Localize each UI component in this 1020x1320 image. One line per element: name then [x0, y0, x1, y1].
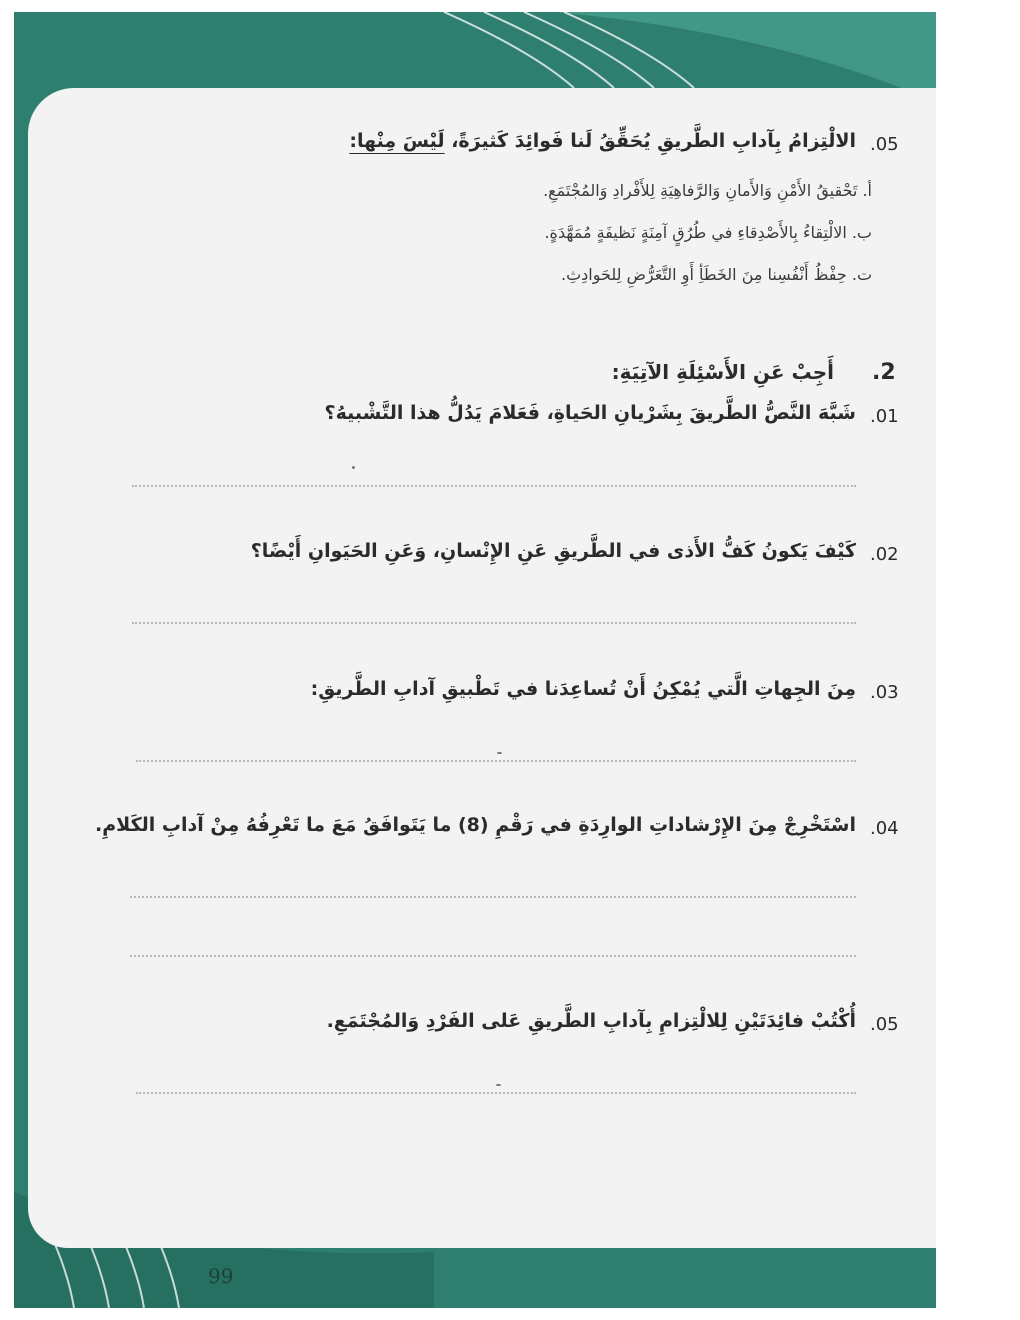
question-4-text: اسْتَخْرِجْ مِنَ الإِرْشاداتِ الوارِدَةِ في رَقْمِ (8) ما يَتَوافَقُ مَعَ ما تَعْرِفُهُ مِنْ آدابِ الكَلامِ.: [95, 814, 856, 836]
mcq-question-main: الالْتِزامُ بِآدابِ الطَّريقِ يُحَقِّقُ لَنا فَوائِدَ كَثيرَةً،: [451, 130, 856, 152]
mcq-question: [349, 130, 856, 152]
answer-line-1[interactable]: [132, 485, 856, 487]
answer-line-2[interactable]: [132, 622, 856, 624]
mcq-number: .05: [870, 134, 899, 155]
content-sheet: [28, 88, 936, 1248]
mcq-option-b[interactable]: ب. الالْتِقاءُ بِالأَصْدِقاءِ في طُرُقٍ آمِنَةٍ نَظيفَةٍ مُمَهَّدَةٍ.: [544, 223, 872, 242]
answer-line-4a[interactable]: [130, 896, 856, 898]
answer-line-3[interactable]: [136, 760, 856, 762]
question-2-number: .02: [870, 544, 899, 565]
question-5-text: أُكْتُبْ فائِدَتَيْنِ لِلالْتِزامِ بِآدابِ الطَّريقِ عَلى الفَرْدِ وَالمُجْتَمَعِ.: [326, 1010, 856, 1032]
question-2-text: كَيْفَ يَكونُ كَفُّ الأَذى في الطَّريقِ عَنِ الإِنْسانِ، وَعَنِ الحَيَوانِ أَيْضًا؟: [250, 540, 856, 562]
section-number: .2: [872, 360, 896, 385]
page-number: 99: [208, 1264, 234, 1288]
question-3-number: .03: [870, 682, 899, 703]
stray-mark: [352, 466, 355, 469]
stray-mark: [497, 752, 502, 754]
question-3-text: مِنَ الجِهاتِ الَّتي يُمْكِنُ أَنْ تُساعِدَنا في تَطْبيقِ آدابِ الطَّريقِ:: [310, 678, 856, 700]
mcq-option-a[interactable]: أ. تَحْقيقُ الأَمْنِ وَالأَمانِ وَالرَّفاهِيَةِ لِلأَفْرادِ وَالمُجْتَمَعِ.: [543, 181, 872, 200]
question-5-number: .05: [870, 1014, 899, 1035]
answer-line-4b[interactable]: [130, 955, 856, 957]
answer-line-5[interactable]: [136, 1092, 856, 1094]
question-1-number: .01: [870, 406, 899, 427]
question-1-text: شَبَّهَ النَّصُّ الطَّريقَ بِشَرْيانِ الحَياةِ، فَعَلامَ يَدُلُّ هذا التَّشْبيهُ؟: [324, 402, 856, 424]
page-frame: [14, 12, 936, 1308]
mcq-question-emphasis: لَيْسَ مِنْها:: [349, 130, 445, 152]
question-4-number: .04: [870, 818, 899, 839]
mcq-option-c[interactable]: ت. حِفْظُ أَنْفُسِنا مِنَ الخَطَأِ أَوِ التَّعَرُّضِ لِلحَوادِثِ.: [561, 265, 872, 284]
section-title: أَجِبْ عَنِ الأَسْئِلَةِ الآتِيَةِ:: [611, 360, 834, 384]
stray-mark: [496, 1084, 501, 1086]
